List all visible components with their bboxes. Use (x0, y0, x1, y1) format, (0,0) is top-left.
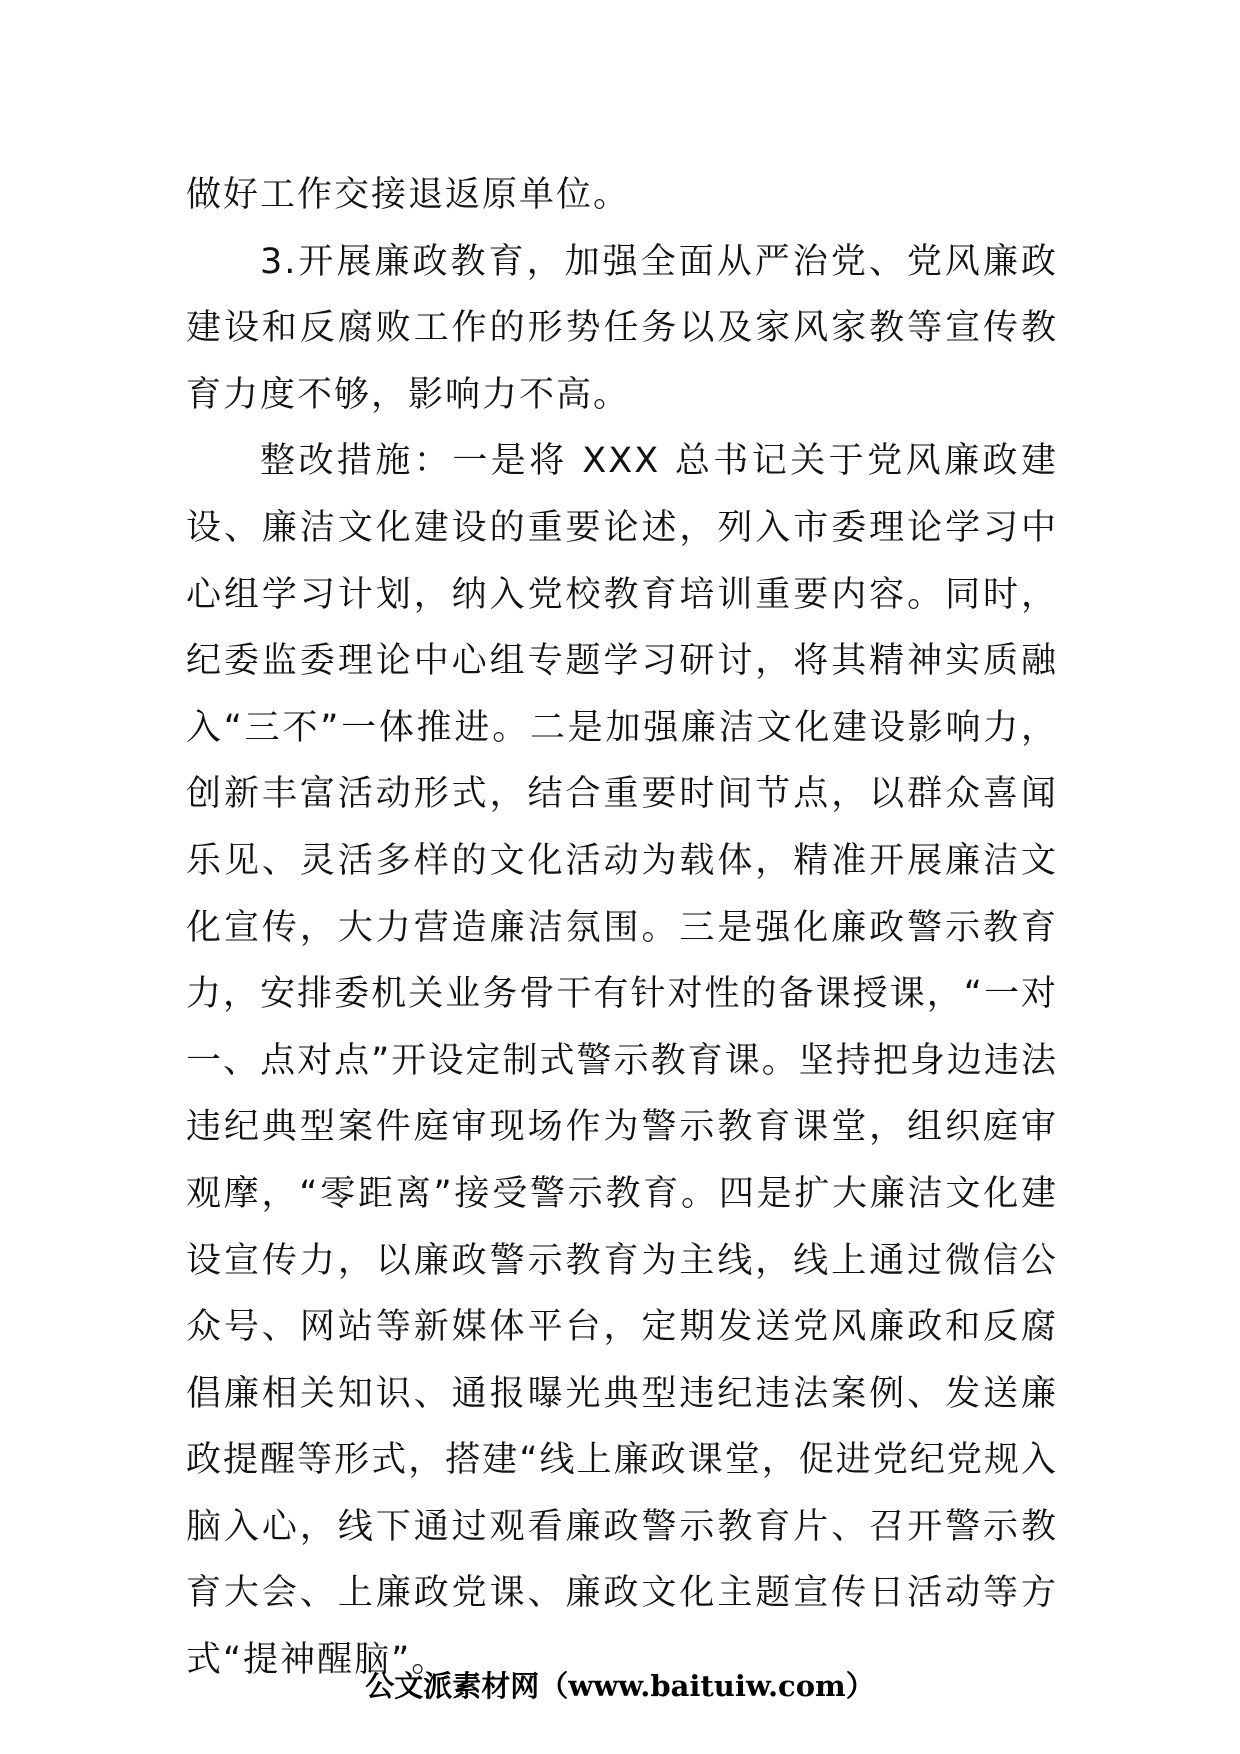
paragraph-rectification-measures: 整改措施：一是将 XXX 总书记关于党风廉政建设、廉洁文化建设的重要论述，列入市委理论学习中心组学习计划，纳入党校教育培训重要内容。同时，纪委监委理论中心组专题学习研讨，将其精神实质融入“三不”一体推进。二是加强廉洁文化建设影响力，创新丰富活动形式，结合重要时间节点，以群众喜闻乐见、灵活多样的文化活动为载体，精准开展廉洁文化宣传，大力营造廉洁氛围。三是强化廉政警示教育力，安排委机关业务骨干有针对性的备课授课，“一对一、点对点”开设定制式警示教育课。坚持把身边违法违纪典型案件庭审现场作为警示教育课堂，组织庭审观摩，“零距离”接受警示教育。四是扩大廉洁文化建设宣传力，以廉政警示教育为主线，线上通过微信公众号、网站等新媒体平台，定期发送党风廉政和反腐倡廉相关知识、通报曝光典型违纪违法案例、发送廉政提醒等形式，搭建“线上廉政课堂，促进党纪党规入脑入心，线下通过观看廉政警示教育片、召开警示教育大会、上廉政党课、廉政文化主题宣传日活动等方式“提神醒脑”。 (186, 441, 1058, 1681)
document-body (186, 162, 1058, 1694)
footer-watermark: 公文派素材网（www.baituiw.com） (365, 1669, 875, 1703)
paragraph-issue-3: 3.开展廉政教育，加强全面从严治党、党风廉政建设和反腐败工作的形势任务以及家风家教等宣传教育力度不够，影响力不高。 (186, 241, 1058, 415)
paragraph-continuation: 做好工作交接退返原单位。 (186, 175, 631, 215)
